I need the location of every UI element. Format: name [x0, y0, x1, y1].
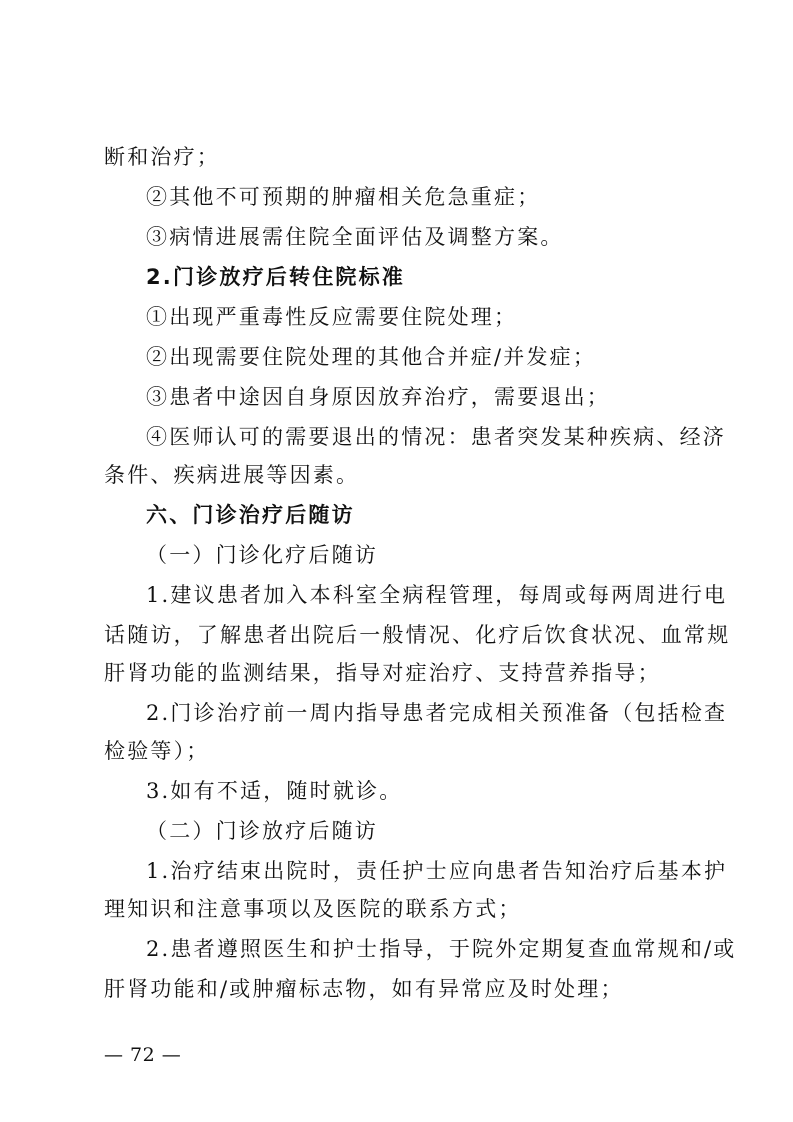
text-line-criteria-4: ④医师认可的需要退出的情况：患者突发某种疾病、经济 [146, 425, 726, 449]
text-line-item-2: ②其他不可预期的肿瘤相关危急重症； [146, 185, 541, 209]
text-line-chemo-1-cont-b: 肝肾功能的监测结果，指导对症治疗、支持营养指导； [104, 661, 661, 685]
subsection-heading-radio-follow-up: （二）门诊放疗后随访 [146, 819, 378, 843]
text-line-item-3: ③病情进展需住院全面评估及调整方案。 [146, 225, 564, 249]
text-line-continuation: 断和治疗； [104, 145, 220, 169]
text-line-criteria-1: ①出现严重毒性反应需要住院处理； [146, 305, 518, 329]
text-line-criteria-3: ③患者中途因自身原因放弃治疗，需要退出； [146, 385, 610, 409]
text-line-chemo-2: 2.门诊治疗前一周内指导患者完成相关预准备（包括检查 [146, 701, 728, 725]
section-heading-follow-up: 六、门诊治疗后随访 [146, 503, 355, 527]
text-line-criteria-2: ②出现需要住院处理的其他合并症/并发症； [146, 345, 597, 369]
text-line-radio-1: 1.治疗结束出院时，责任护士应向患者告知治疗后基本护 [146, 859, 728, 883]
text-line-criteria-4-cont: 条件、疾病进展等因素。 [104, 463, 360, 487]
page-number: — 72 — [104, 1044, 182, 1066]
text-line-chemo-1: 1.建议患者加入本科室全病程管理，每周或每两周进行电 [146, 583, 728, 607]
text-line-radio-2-cont: 肝肾功能和/或肿瘤标志物，如有异常应及时处理； [104, 977, 624, 1001]
subsection-heading-chemo-follow-up: （一）门诊化疗后随访 [146, 543, 378, 567]
text-line-radio-1-cont: 理知识和注意事项以及医院的联系方式； [104, 897, 522, 921]
text-line-chemo-2-cont: 检验等）； [104, 739, 210, 763]
text-line-radio-2: 2.患者遵照医生和护士指导，于院外定期复查血常规和/或 [146, 937, 737, 961]
section-subheading-radiotherapy-criteria: 2.门诊放疗后转住院标准 [146, 265, 405, 289]
text-line-chemo-1-cont-a: 话随访，了解患者出院后一般情况、化疗后饮食状况、血常规 [104, 623, 731, 647]
text-line-chemo-3: 3.如有不适，随时就诊。 [146, 779, 403, 803]
